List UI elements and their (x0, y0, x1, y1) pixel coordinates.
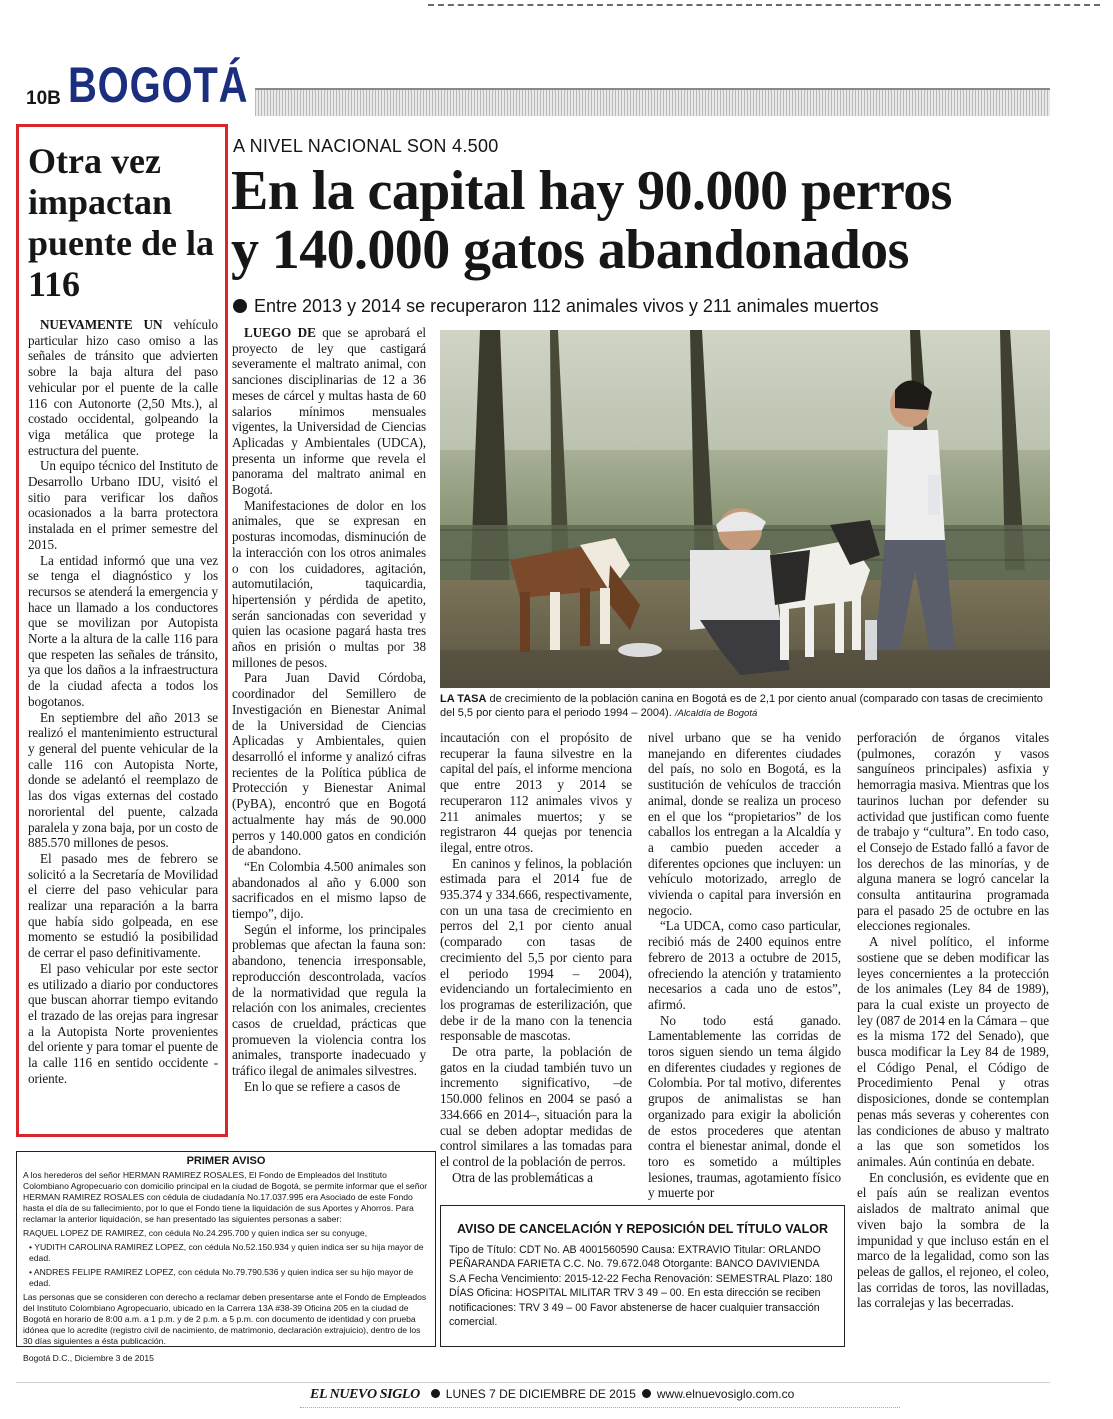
bullet-icon (233, 299, 247, 313)
main-paragraph: nivel urbano que se ha venido manejando en diferentes ciudades del país, no solo en Bogotá, es la sustitución de vehículos de tracción animal, donde se realiza un proceso en el que los “propietarios” de los caballos los entregan a la Alcaldía y a cambio pueden acceder a diferentes opciones que incluyen: un vehículo motorizado, arreglo de vivienda o capital para inversión en negocio. (648, 730, 841, 918)
page-number: 10B (26, 88, 61, 109)
footer-website: www.elnuevosiglo.com.co (656, 1387, 795, 1401)
left-story-lead-in: NUEVAMENTE UN (40, 317, 163, 332)
left-story-paragraph: El paso vehicular por este sector es utilizado a diario por conductores que buscan ahorrar tiempo evitando el trazado de las orejas para ingresar a la Autopista Norte provenientes del oriente y para tomar el puente de la calle 116 en sentido occidente - oriente. (28, 960, 218, 1086)
footer-rule (16, 1382, 1050, 1383)
notice-1-title: PRIMER AVISO (186, 1155, 266, 1167)
left-story-body (28, 317, 218, 1086)
main-paragraph: “La UDCA, como caso particular, recibió más de 2400 equinos entre febrero de 2013 a octubre de 2015, ofreciendo la atención y tratamiento necesarios a cada uno de estos”, afirmó. (648, 918, 841, 1012)
notice-2-title: AVISO DE CANCELACIÓN Y REPOSICIÓN DEL TÍTULO VALOR (456, 1222, 829, 1236)
notice-1-claimant: • YUDITH CAROLINA RAMIREZ LOPEZ, con cédula No.52.150.934 y quien indica ser su hija mayor de edad. (29, 1242, 424, 1263)
left-story-box (16, 124, 228, 1137)
left-story-paragraph: En septiembre del año 2013 se realizó el mantenimiento estructural y general del puente vehicular de la calle 116 con Autopista Norte, donde se adelantó el reemplazo de las dos vigas externas del costado nororiental del puente, calzada paralela y zona baja, por un costo de 885.570 millones de pesos. (28, 709, 218, 851)
main-paragraph (232, 325, 426, 498)
main-paragraph: De otra parte, la población de gatos en la ciudad también tuvo un incremento significativo, –de 150.000 felinos en 2004 se pasó a 334.666 en 2014–, situación para la cual se deben adoptar medidas de control similares a las tomadas para el control de la población de perros. (440, 1044, 632, 1169)
caption-lead: LA TASA (440, 693, 487, 705)
left-story-paragraph: El pasado mes de febrero se solicitó a la Secretaría de Movilidad el cierre del paso vehicular para realizar una reparación a la barra que había sido golpeada, en ese momento se estudió la posibilidad de cerrar el paso definitivamente. (28, 850, 218, 961)
footer-brand: EL NUEVO SIGLO (310, 1387, 420, 1402)
main-paragraph: perforación de órganos vitales (pulmones, corazón y vasos sanguíneos principales) asfixia y hemorragia masiva. Mientras que los taurinos luchan por defender su actividad que justifican como fuente de trabajo y “cultura”. En todo caso, el Consejo de Estado falló a favor de los derechos de las minorías, y de alguna manera se logró cancelar la consulta antitaurina programada para el pasado 25 de octubre en las elecciones regionales. (857, 730, 1049, 934)
main-paragraph: A nivel político, el informe sostiene que se deben modificar las leyes concernientes a la protección de los animales (Ley 84 de 1989), para la cual existe un proyecto de ley (087 de 2014 en la Cámara – que es la misma 172 del Senado), que busca modificar la Ley 84 de 1989, el Código Penal, el Código de Procedimiento Penal y otras disposiciones, donde se contemplan penas más severas y coherentes con las condiciones de abuso y maltrato a las que son sometidos los animales. Aún continúa en debate. (857, 934, 1049, 1169)
main-column-4 (857, 730, 1049, 1345)
main-headline (231, 162, 1101, 280)
main-paragraph: En conclusión, es evidente que en el país aún se realizan eventos aislados de maltrato animal que viven bajo la sombra de la impunidad y que incluso están en el marco de la legalidad, como son las peleas de gallos, el rejoneo, el coleo, las corridas de toros, las novilladas, las corralejas y las becerradas. (857, 1169, 1049, 1311)
bullet-icon (431, 1389, 440, 1398)
subhead-text: Entre 2013 y 2014 se recuperaron 112 animales vivos y 211 animales muertos (254, 296, 879, 316)
main-column-1 (232, 325, 426, 1135)
headline-line-1: En la capital hay 90.000 perros (231, 160, 952, 222)
notice-1-claimant: RAQUEL LOPEZ DE RAMIREZ, con cédula No.24.295.700 y quien indica ser su conyuge, (23, 1228, 368, 1238)
left-story-title: Otra vez impactan puente de la 116 (28, 141, 215, 304)
footer-date: LUNES 7 DE DICIEMBRE DE 2015 (445, 1387, 636, 1401)
footer-dotted-line (300, 1407, 900, 1408)
main-paragraph: No todo está ganado. Lamentablemente las corridas de toros siguen siendo un tema álgido en diferentes ciudades y regiones de Colombia. Por tal motivo, diferentes grupos de animalistas se han organizado para exigir la abolición de estos procederes que atentan contra el bienestar animal, donde el toro es sometido a múltiples lesiones, traumas, agotamiento físico y muerte por (648, 1012, 841, 1201)
main-paragraph: incautación con el propósito de recuperar la fauna silvestre en la capital del país, el informe menciona que entre 2013 y 2014 se recuperaron 112 animales vivos y 211 animales muertos; y se registraron 44 quejas por tenencia ilegal, entre otros. (440, 730, 632, 855)
photo-caption (440, 692, 1050, 721)
main-text: que se aprobará el proyecto de ley que castigará severamente el maltrato animal, con sanciones disciplinarias de 12 a 36 meses de cárcel y multas hasta de 60 salarios mínimos mensuales vigentes, la Universidad de Ciencias Aplicadas y Ambientales (UDCA), presenta un informe que revela el panorama del maltrato animal en Bogotá. (232, 325, 426, 498)
main-paragraph: En lo que se refiere a casos de (244, 1078, 401, 1094)
bullet-icon (642, 1389, 651, 1398)
main-paragraph: En caninos y felinos, la población estimada para el 2014 fue de 935.374 y 334.666, respectivamente, con un una tasa de crecimiento en perros del 2,1 por ciento anual (comparado con tasas de crecimiento del 5,5 por ciento para el periodo 1994 – 2004), evidenciando un fortalecimiento en los programas de esterilización, que debe ir de la mano con la tenencia responsable de mascotas. (440, 855, 632, 1044)
headline-line-2: y 140.000 gatos abandonados (231, 219, 909, 281)
left-story-paragraph: Un equipo técnico del Instituto de Desarrollo Urbano IDU, visitó el sitio para verificar los daños ocasionados a la barra protectora instalada en el primer semestre del 2015. (28, 458, 218, 552)
notice-primer-aviso (16, 1151, 436, 1363)
main-lead-in: LUEGO DE (244, 325, 316, 340)
header-top-rule (428, 4, 1100, 6)
story-photo (440, 330, 1050, 688)
notice-1-closing: Las personas que se consideren con derecho a reclamar deben presentarse ante el Fondo de Empleados del Instituto Colombiano Agropecuario, ubicado en la Carrera 13A #38-39 Oficina 205 en la ciudad de Bogotá en horario de 8:00 a.m. a 1 p.m. y de 2 p.m. a 5 p.m. con documento de identidad y con prueba idónea que lo acredite (registro civil de nacimiento, de matrimonio, declaración extrajuicio), dentro de los 30 días siguientes a ésta publicación. (23, 1292, 427, 1346)
main-subhead (233, 296, 879, 317)
caption-text: de crecimiento de la población canina en Bogotá es de 2,1 por ciento anual (comparado con tasas de crecimiento del 5,5 por ciento para el periodo 1994 – 2004). (440, 693, 1043, 719)
caption-credit: /Alcaldía de Bogotá (674, 708, 758, 719)
footer (310, 1387, 794, 1403)
left-story-paragraph (28, 317, 218, 458)
main-paragraph: Manifestaciones de dolor en los animales, que se expresan en posturas incomodas, disminución de la interacción con los otros animales o con los cuidadores, agitación, automutilación, taquicardia, hipertensión y pérdida de apetito, serán sancionadas con severidad y quien las ocasione pagará hasta tres años en prisión o multas por 38 millones de pesos. (232, 497, 426, 670)
notice-1-date: Bogotá D.C., Diciembre 3 de 2015 (23, 1353, 154, 1363)
main-paragraph: Para Juan David Córdoba, coordinador del Semillero de Investigación en Bienestar Animal de la Universidad de Ciencias Aplicadas y Ambientales, quien desarrolló el informe y analizó cifras recientes de la Política pública de Protección y Bienestar Animal (PyBA), encontró que en Bogotá actualmente hay más de 90.000 perros y 140.000 gatos en condición de abandono. (232, 670, 426, 859)
main-kicker: A NIVEL NACIONAL SON 4.500 (233, 136, 499, 156)
main-paragraph: Según el informe, los principales problemas que afectan la fauna son: abandono, tenencia irresponsable, reproducción descontrolada, vacíos de la normatividad que regula la relación con los animales, crecientes casos de crueldad, prácticas que promueven la violencia contra los animales, transporte inadecuado y tráfico ilegal de animales silvestres. (232, 921, 426, 1079)
notice-1-intro: A los herederos del señor HERMAN RAMIREZ ROSALES, El Fondo de Empleados del Instituto Colombiano Agropecuario con domicilio principal en la ciudad de Bogotá, se permite informar que el señor HERMAN RAMIREZ ROSALES con cédula de ciudadanía No.17.037.995 era Asociado de este Fondo hasta el día de su fallecimiento, por lo que el Fondo tiene la liquidación de sus Aportes y Ahorros. Para reclamar la anterior liquidación, se han presentado las siguientes personas a saber: (23, 1170, 428, 1224)
header-bar (255, 88, 1050, 116)
left-story-paragraph: La entidad informó que una vez se tenga el diagnóstico y los recursos se atenderá la emergencia y hace un llamado a los conductores que se movilizan por Autopista Norte a la altura de la calle 116 para que respeten las señales de tránsito, ya que los daños a la infraestructura de la ciudad afecta a todos los bogotanos. (28, 552, 218, 709)
main-paragraph: Otra de las problemáticas a (452, 1169, 593, 1185)
main-column-2 (440, 730, 632, 1206)
left-story-text: vehículo particular hizo caso omiso a las señales de tránsito que advierten sobre la baja altura del paso vehicular por el puente de la calle 116 con Autonorte (2,50 Mts.), al costado occidental, golpeando la viga metálica que protege la estructura del puente. (28, 317, 218, 458)
main-column-3 (648, 730, 841, 1206)
main-paragraph: “En Colombia 4.500 animales son abandonados al año y 6.000 son sacrificados en el mismo lapso de tiempo”, dijo. (232, 858, 426, 922)
notice-2-body: Tipo de Título: CDT No. AB 4001560590 Causa: EXTRAVIO Titular: ORLANDO PEÑARANDA FARIETA C.C. No. 79.672.048 Otorgante: BANCO DAVIVIENDA S.A Fecha Vencimiento: 2015-12-22 Fecha Renovación: SEMESTRAL Plazo: 180 DÍAS Oficina: HOSPITAL MILITAR TRV 3 49 – 00. En esta dirección se reciben notificaciones: TRV 3 49 – 00 Favor abstenerse de hacer cualquier transacción comercial. (449, 1243, 833, 1328)
notice-cancelacion (440, 1205, 845, 1347)
section-title: BOGOTÁ (68, 57, 249, 113)
notice-1-claimant: • ANDRES FELIPE RAMIREZ LOPEZ, con cédula No.79.790.536 y quien indica ser su hijo mayor de edad. (29, 1267, 414, 1288)
